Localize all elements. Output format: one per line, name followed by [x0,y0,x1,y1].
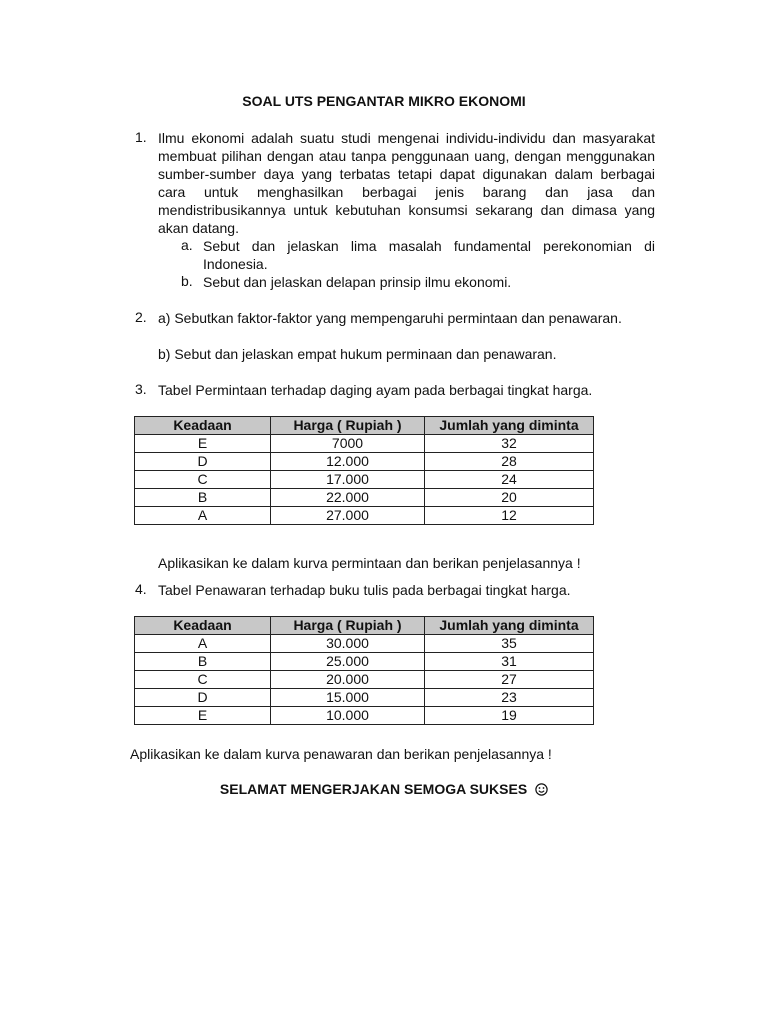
table-row [135,471,594,489]
cell-keadaan: B [135,489,271,507]
table-row [135,507,594,525]
question-1a-marker: a. [181,237,193,253]
cell-keadaan: A [135,507,271,525]
page-title: SOAL UTS PENGANTAR MIKRO EKONOMI [242,93,526,109]
question-3-text: Tabel Permintaan terhadap daging ayam pada berbagai tingkat harga. [158,382,593,398]
question-1b-marker: b. [181,273,193,289]
cell-jumlah: 19 [425,707,594,725]
cell-harga: 17.000 [271,471,425,489]
cell-keadaan: E [135,435,271,453]
question-1b-text: Sebut dan jelaskan delapan prinsip ilmu ekonomi. [203,274,512,290]
question-2a-text: a) Sebutkan faktor-faktor yang mempengaruhi permintaan dan penawaran. [158,310,622,326]
cell-keadaan: E [135,707,271,725]
question-1-text: Ilmu ekonomi adalah suatu studi mengenai individu-individu dan masyarakat membuat pilihan dengan atau tanpa penggunaan uang, dengan menggunakan sumber-sumber daya yang terbatas tetapi dapat digunakan dalam berbagai cara untuk menghasilkan berbagai jenis barang dan jasa dan mendistribusikannya untuk kebutuhan konsumsi sekarang dan dimasa yang akan datang. [158,130,655,236]
cell-jumlah: 24 [425,471,594,489]
header-jumlah: Jumlah yang diminta [425,417,594,435]
cell-keadaan: B [135,653,271,671]
cell-jumlah: 12 [425,507,594,525]
table-row [135,707,594,725]
table-header-row [135,617,594,635]
cell-jumlah: 31 [425,653,594,671]
demand-table [134,416,594,525]
cell-harga: 15.000 [271,689,425,707]
table-header-row [135,417,594,435]
closing-text: SELAMAT MENGERJAKAN SEMOGA SUKSES [219,781,528,797]
cell-harga: 22.000 [271,489,425,507]
cell-harga: 10.000 [271,707,425,725]
table-row [135,671,594,689]
table-row [135,435,594,453]
smiley-icon [535,783,548,799]
cell-harga: 12.000 [271,453,425,471]
question-2-number: 2. [135,309,147,325]
question-1a-text: Sebut dan jelaskan lima masalah fundamental perekonomian di Indonesia. [203,238,655,272]
table-row [135,653,594,671]
cell-jumlah: 27 [425,671,594,689]
header-keadaan: Keadaan [135,417,271,435]
cell-keadaan: A [135,635,271,653]
question-2b-text: b) Sebut dan jelaskan empat hukum perminaan dan penawaran. [158,346,557,362]
header-keadaan: Keadaan [135,617,271,635]
cell-keadaan: C [135,471,271,489]
question-4-text: Tabel Penawaran terhadap buku tulis pada berbagai tingkat harga. [158,582,571,598]
supply-table [134,616,594,725]
cell-harga: 27.000 [271,507,425,525]
header-jumlah: Jumlah yang diminta [425,617,594,635]
table-row [135,489,594,507]
cell-jumlah: 35 [425,635,594,653]
table-row [135,689,594,707]
cell-keadaan: D [135,689,271,707]
cell-keadaan: D [135,453,271,471]
cell-harga: 25.000 [271,653,425,671]
closing-message [0,781,768,799]
table-row [135,453,594,471]
cell-harga: 7000 [271,435,425,453]
cell-jumlah: 20 [425,489,594,507]
table-row [135,635,594,653]
question-3-instruction: Aplikasikan ke dalam kurva permintaan dan berikan penjelasannya ! [158,555,581,571]
header-harga: Harga ( Rupiah ) [271,617,425,635]
cell-jumlah: 23 [425,689,594,707]
header-harga: Harga ( Rupiah ) [271,417,425,435]
cell-harga: 30.000 [271,635,425,653]
question-1-number: 1. [135,129,147,145]
cell-harga: 20.000 [271,671,425,689]
cell-keadaan: C [135,671,271,689]
question-4-number: 4. [135,581,147,597]
cell-jumlah: 28 [425,453,594,471]
cell-jumlah: 32 [425,435,594,453]
question-3-number: 3. [135,381,147,397]
question-4-instruction: Aplikasikan ke dalam kurva penawaran dan berikan penjelasannya ! [130,746,552,762]
